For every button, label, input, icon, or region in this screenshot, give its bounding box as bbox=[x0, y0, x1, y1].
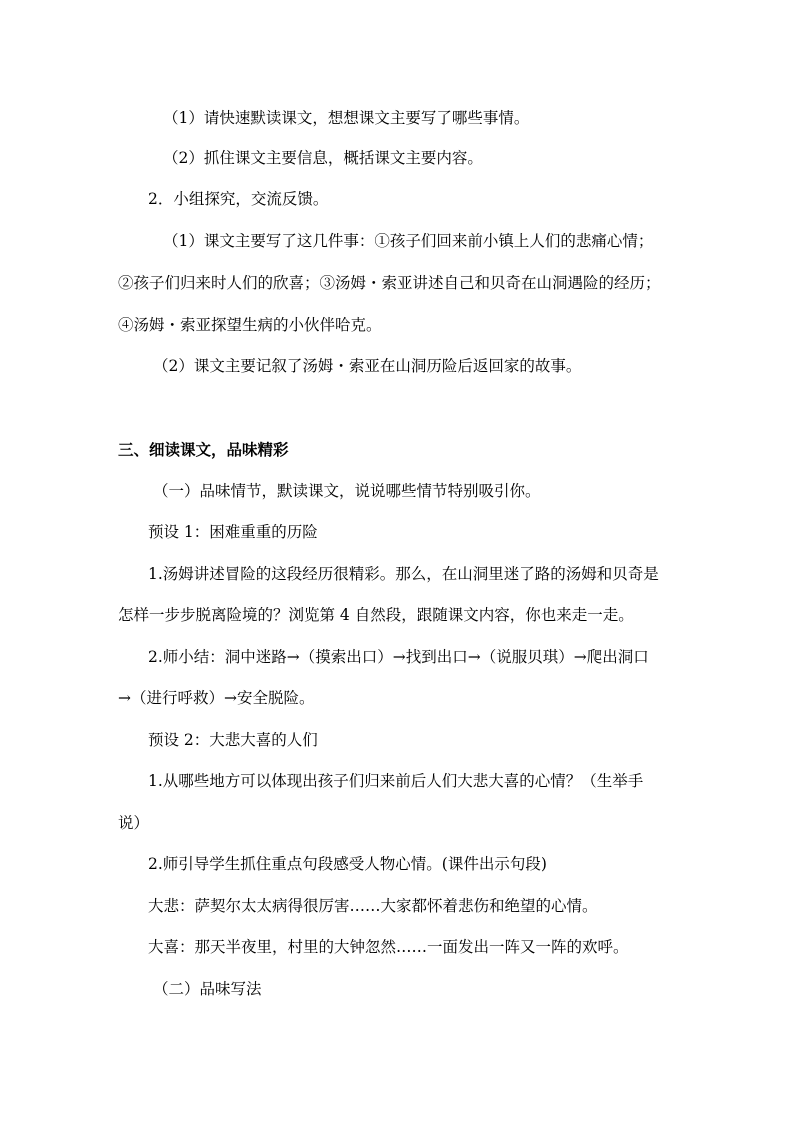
paragraph-line: （1）请快速默读课文，想想课文主要写了哪些事情。 bbox=[163, 109, 530, 127]
paragraph-line: ②孩子们归来时人们的欣喜；③汤姆・索亚讲述自己和贝奇在山洞遇险的经历； bbox=[118, 274, 661, 292]
paragraph-line: 大喜：那天半夜里，村里的大钟忽然……一面发出一阵又一阵的欢呼。 bbox=[148, 938, 629, 956]
paragraph-line: 预设 2：大悲大喜的人们 bbox=[148, 731, 318, 749]
paragraph-line: （二）品味写法 bbox=[153, 980, 262, 998]
paragraph-line: 2.师引导学生抓住重点句段感受人物心情。(课件出示句段) bbox=[148, 855, 547, 873]
paragraph-line: （1）课文主要写了这几件事：①孩子们回来前小镇上人们的悲痛心情； bbox=[163, 232, 654, 250]
paragraph-line: →（进行呼救）→安全脱险。 bbox=[118, 689, 315, 707]
paragraph-line: 怎样一步步脱离险境的？浏览第 4 自然段，跟随课文内容，你也来走一走。 bbox=[118, 606, 634, 624]
paragraph-line: 2.师小结：洞中迷路→（摸索出口）→找到出口→（说服贝琪）→爬出洞口 bbox=[148, 648, 649, 666]
paragraph-line: ④汤姆・索亚探望生病的小伙伴哈克。 bbox=[118, 316, 382, 334]
paragraph-line: 预设 1：困难重重的历险 bbox=[148, 523, 318, 541]
paragraph-line: 2．小组探究，交流反馈。 bbox=[148, 190, 329, 208]
paragraph-line: 大悲：萨契尔太太病得很厉害……大家都怀着悲伤和绝望的心情。 bbox=[148, 897, 598, 915]
paragraph-line: 1.汤姆讲述冒险的这段经历很精彩。那么，在山洞里迷了路的汤姆和贝奇是 bbox=[148, 565, 659, 583]
paragraph-line: （一）品味情节，默读课文，说说哪些情节特别吸引你。 bbox=[153, 482, 541, 500]
paragraph-line: 1.从哪些地方可以体现出孩子们归来前后人们大悲大喜的心情？（生举手 bbox=[148, 772, 644, 790]
paragraph-line: 说） bbox=[118, 814, 150, 832]
paragraph-line: （2）抓住课文主要信息，概括课文主要内容。 bbox=[163, 149, 483, 167]
paragraph-line: （2）课文主要记叙了汤姆・索亚在山洞历险后返回家的故事。 bbox=[153, 357, 582, 375]
section-heading: 三、细读课文，品味精彩 bbox=[118, 441, 289, 459]
